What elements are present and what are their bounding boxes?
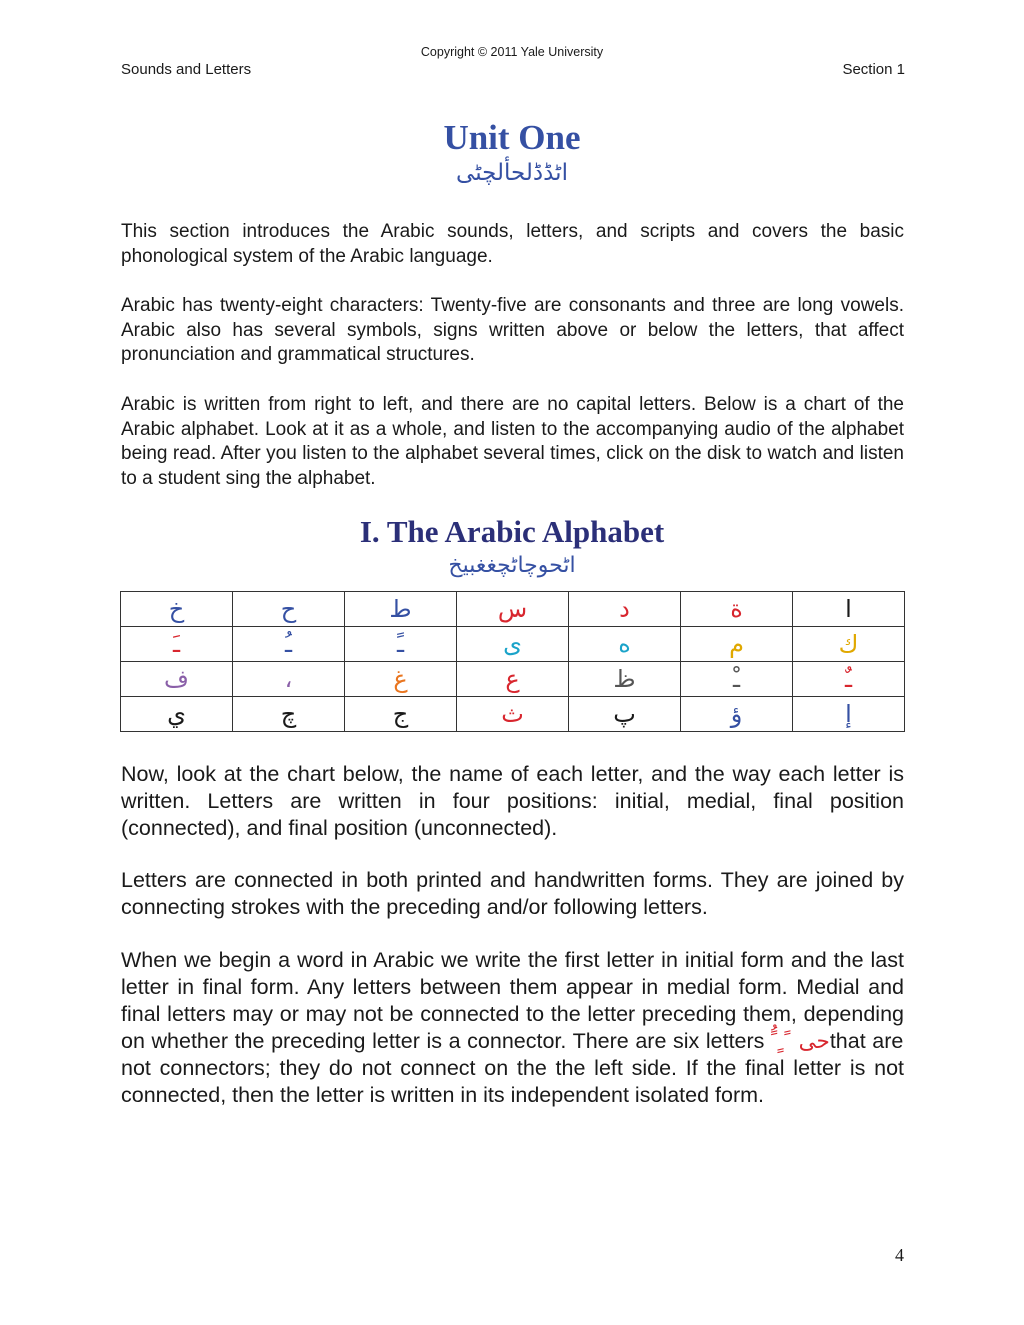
alphabet-cell: ع [457,662,569,697]
alphabet-cell: ؤ [681,697,793,732]
alphabet-cell: چ [233,697,345,732]
non-connector-letters: ً ُ ٍ ً حی [771,1029,830,1054]
connection-paragraph: Letters are connected in both printed and handwritten forms. They are joined by connecting strokes with the preceding and/or following letters. [121,868,904,919]
alphabet-row [121,662,905,697]
connectors-text-before: There are six letters [572,1029,765,1053]
alphabet-cell: ، [233,662,345,697]
alphabet-cell: پ [569,697,681,732]
header-book-title: Sounds and Letters [121,61,252,78]
alphabet-cell: ط [345,592,457,627]
section-title: I. The Arabic Alphabet [359,514,665,549]
connectors-paragraph [121,947,904,1109]
alphabet-cell: غ [345,662,457,697]
alphabet-cell: ح [233,592,345,627]
alphabet-cell: م [681,627,793,662]
alphabet-cell: ي [121,697,233,732]
alphabet-row [121,627,905,662]
alphabet-cell: ظ [569,662,681,697]
alphabet-cell: ـَ [121,627,233,662]
alphabet-cell: إ [793,697,905,732]
alphabet-cell: ـْ [681,662,793,697]
alphabet-cell: ك [793,627,905,662]
section-title-arabic: اٹحوچاٹچغغبیخ [448,553,576,578]
alphabet-cell: ف [121,662,233,697]
page-number: 4 [895,1245,904,1265]
alphabet-cell: د [569,592,681,627]
alphabet-cell: ه [569,627,681,662]
header-section-label: Section 1 [842,61,905,78]
connectors-text: When we begin a word in Arabic we write the first letter in initial form and the last letter in final form. Any letters between them appear in medial form. Medial and final letters may or may not be connected to the letter preceding them, depending on whether the preceding letter is a connector. [121,948,904,1053]
alphabet-cell: ا [793,592,905,627]
alphabet-cell: ج [345,697,457,732]
alphabet-cell: ى [457,627,569,662]
positions-paragraph: Now, look at the chart below, the name of each letter, and the way each letter is written. Letters are written in four positions: initial, medial, final position (connected), and final position (unconnected). [121,762,904,840]
direction-paragraph: Arabic is written from right to left, and there are no capital letters. Below is a chart of the Arabic alphabet. Look at it as a whole, and listen to the accompanying audio of the alphabet being read. After you listen to the alphabet several times, click on the disk to watch and listen to a student sing the alphabet. [121,394,904,489]
alphabet-cell: ـٌ [793,662,905,697]
connectors-text-after: that are not connectors; they do not connect on the the left side. If the final letter is not connected, then the letter is written in its independent isolated form. [121,1029,904,1107]
alphabet-cell: خ [121,592,233,627]
alphabet-cell: س [457,592,569,627]
copyright-notice: Copyright © 2011 Yale University [420,45,604,59]
alphabet-cell: ـً [345,627,457,662]
characters-paragraph: Arabic has twenty-eight characters: Twenty-five are consonants and three are long vowels. Arabic also has several symbols, signs written above or below the letters, that affect pronunciation and grammatical structures. [121,295,904,365]
alphabet-table [120,591,905,732]
unit-title-arabic: اٹڈڈلحألچٹی [456,160,568,186]
alphabet-row [121,592,905,627]
alphabet-row [121,697,905,732]
intro-paragraph: This section introduces the Arabic sounds, letters, and scripts and covers the basic phonological system of the Arabic language. [121,221,904,267]
alphabet-cell: ث [457,697,569,732]
alphabet-cell: ـُ [233,627,345,662]
alphabet-cell: ة [681,592,793,627]
unit-title: Unit One [443,118,581,157]
